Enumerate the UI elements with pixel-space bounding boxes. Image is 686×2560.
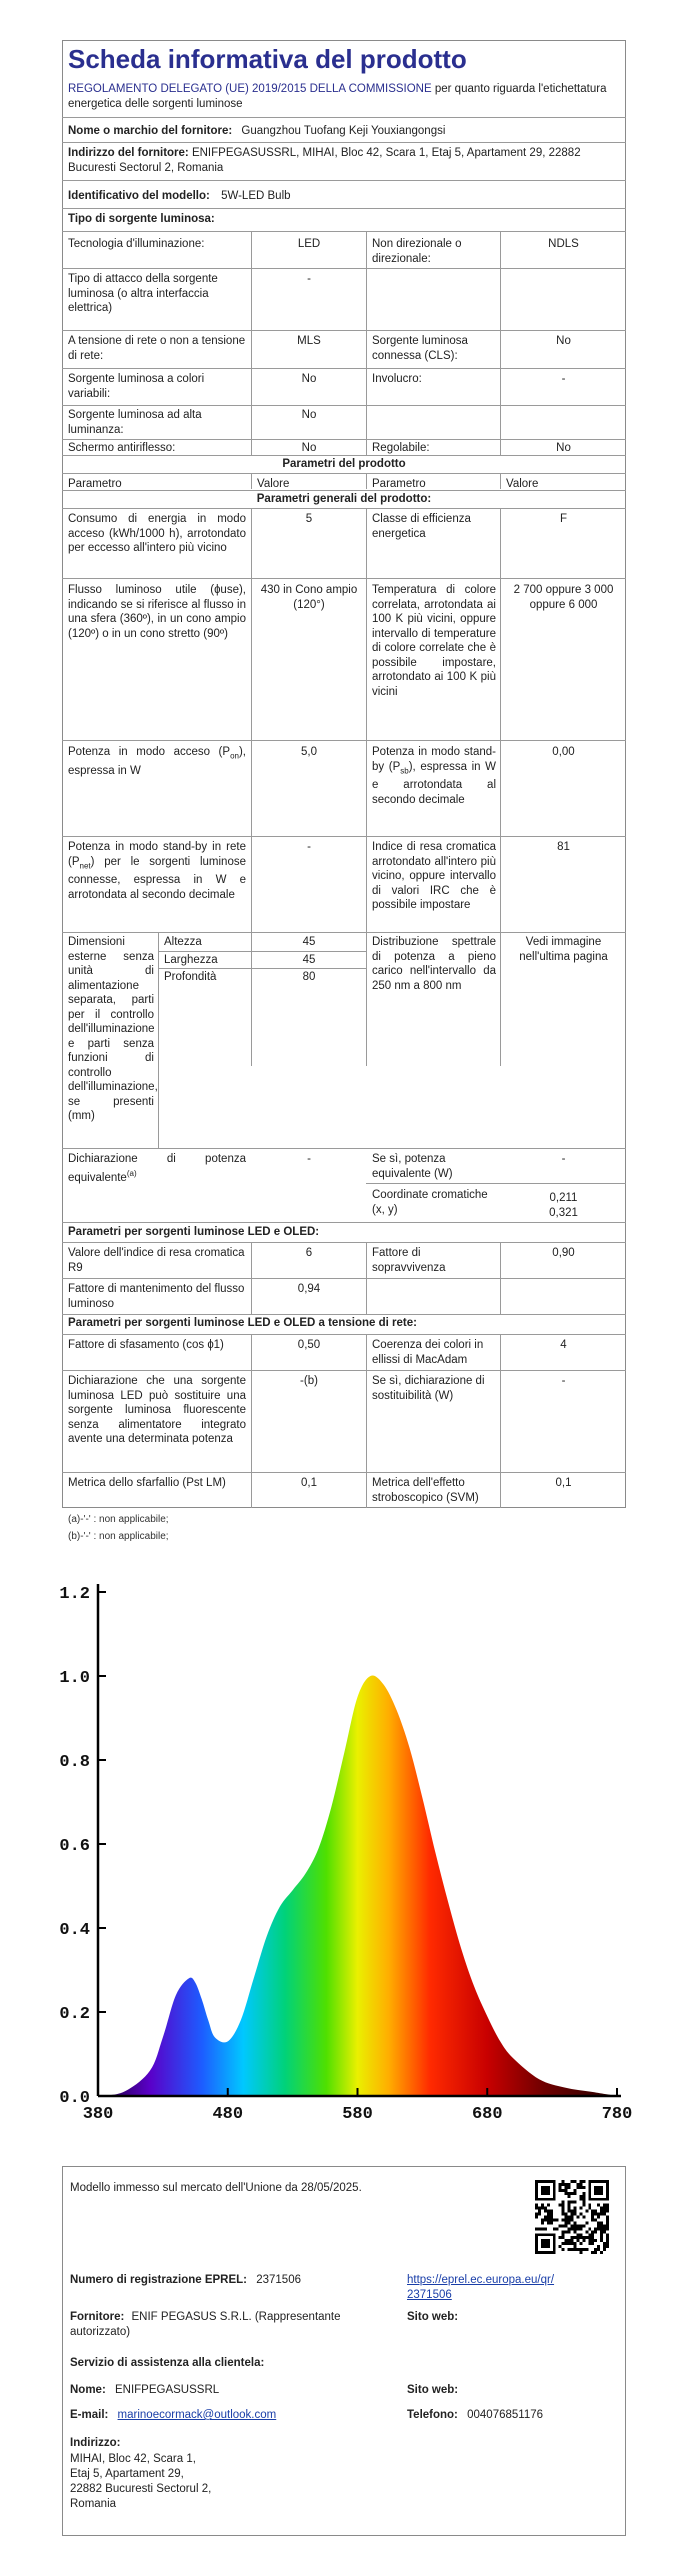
email-label: E-mail: [70,2409,109,2421]
footnote-b: (b)-'-' : non applicabile; [68,1531,169,1542]
x-tick-label: 580 [342,2105,373,2124]
col-header-value-2: Valore [506,478,539,490]
address-label: Indirizzo: [70,2437,121,2449]
gp-row-4-value2: 81 [557,841,570,853]
mains-row-1-value: 0,50 [297,1339,321,1351]
gp-row-2-label: Flusso luminoso utile (ɸuse), indicando se si riferisce al flusso in una sfera (360º), in un cono ampio (120º) o in un cono stretto (90º) [68,584,246,640]
width-label: Larghezza [164,954,218,966]
address-line-1: MIHAI, Bloc 42, Scara 1, [70,2453,196,2465]
gp-row-3-label: Potenza in modo acceso $(P_{on})$, espressa in W [68,746,246,777]
type-row-1-value: LED [297,238,321,250]
footnote-a: (a)-'-' : non applicabile; [68,1514,169,1525]
type-row-6-label: Schermo antiriflesso: [68,442,176,454]
gp-row-1-label: Consumo di energia in modo acceso (kWh/1000 h), arrotondato per eccesso all'intero più vicino [68,513,246,554]
supplier-footer-value: ENIF PEGASUS S.R.L. (Rappresentante autorizzato) [70,2311,341,2338]
width-value: 45 [302,954,316,966]
mains-row-3-label: Metrica dello sfarfallio (Pst LM) [68,1477,226,1489]
phone-label: Telefono: [407,2409,458,2421]
type-row-1-value2: NDLS [548,238,579,250]
type-row-3-value: MLS [297,335,321,347]
gp-row-1-value: 5 [305,513,313,525]
type-row-1-label: Tecnologia d'illuminazione: [68,238,205,250]
y-tick-label: 0.6 [59,1837,90,1856]
height-label: Altezza [164,936,202,948]
supplier-address-value: ENIFPEGASUSSRL, MIHAI, Bloc 42, Scara 1, Etaj 5, Apartament 29, 22882 Bucuresti Sectorul 2, Romania [68,147,581,174]
model-row [68,189,291,204]
chromaticity-y: 0,321 [549,1207,578,1219]
depth-label: Profondità [164,971,217,983]
type-row-5-label: Sorgente luminosa ad alta luminanza: [68,409,202,436]
led-row-1-label: Valore dell'indice di resa cromatica R9 [68,1247,245,1274]
email-row [70,2408,276,2423]
phone-value: 004076851176 [467,2409,544,2421]
website-label-1: Sito web: [407,2311,459,2323]
gp-row-4-label: Potenza in modo stand-by in rete $(P_{net})$ per le sorgenti luminose connesse, espressa in W e arrotondata al secondo decimale [68,841,246,901]
supplier-address-row [68,146,618,175]
params-title: Parametri del prodotto [282,458,406,470]
y-tick-label: 0.4 [59,1921,90,1940]
type-row-3-label2: Sorgente luminosa connessa (CLS): [372,335,468,362]
led-row-2-value: 0,94 [297,1283,321,1295]
regulation-text [68,82,618,111]
type-row-2-value: - [307,273,311,285]
led-params-title: Parametri per sorgenti luminose LED e OLED: [68,1226,320,1238]
mains-row-3-value: 0,1 [301,1477,317,1489]
type-row-3-value2: No [556,335,571,347]
type-row-6-value2: No [556,442,571,454]
supplier-footer-row [70,2310,400,2339]
type-section-title: Tipo di sorgente luminosa: [68,213,215,225]
col-header-value-1: Valore [257,478,290,490]
qr-code-icon[interactable] [535,2180,609,2254]
type-row-1-label2: Non direzionale o direzionale: [372,238,462,265]
led-row-1-value2: 0,90 [552,1247,575,1259]
type-row-5-value: No [301,409,317,421]
gp-row-1-label2: Classe di efficienza energetica [372,513,471,540]
x-tick-label: 380 [82,2105,114,2124]
supplier-address-label: Indirizzo del fornitore: [68,147,189,159]
gp-row-3-value: 5,0 [301,746,317,758]
supplier-footer-label: Fornitore: [70,2311,125,2323]
mains-row-2-value2: - [561,1375,566,1387]
spectral-value: Vedi immagine nell'ultima pagina [519,936,608,963]
led-row-1-value: 6 [305,1247,313,1259]
mains-params-title: Parametri per sorgenti luminose LED e OLED a tensione di rete: [68,1317,417,1329]
equivalent-power-label2: Se sì, potenza equivalente (W) [372,1153,453,1180]
service-name-row [70,2383,219,2398]
x-tick-label: 680 [471,2105,503,2124]
phone-row [407,2408,543,2423]
eprel-reg-value: 2371506 [256,2274,301,2286]
type-row-3-label: A tensione di rete o non a tensione di rete: [68,335,246,362]
gp-row-3-value2: 0,00 [552,746,575,758]
type-row-4-value: No [301,373,317,385]
mains-row-1-value2: 4 [560,1339,567,1351]
type-row-6-label2: Regolabile: [372,442,430,454]
y-tick-label: 0.8 [59,1753,90,1772]
height-value: 45 [302,936,316,948]
mains-row-1-label2: Coerenza dei colori in ellissi di MacAdam [372,1339,484,1366]
led-row-2-label: Fattore di mantenimento del flusso luminoso [68,1283,245,1310]
gp-row-4-value: - [307,841,311,853]
equivalent-power-label: Dichiarazione di potenza equivalente$^{(a)}$ [68,1153,246,1184]
gp-row-2-label2: Temperatura di colore correlata, arrotondata ai 100 K più vicini, oppure intervallo di temperature di colore correlate che è possibile impostare, arrotondato ai 100 K più vicini [372,584,496,698]
supplier-name-row [68,124,445,139]
gp-row-4-label2: Indice di resa cromatica arrotondato all'intero più vicino, oppure intervallo di valori IRC che è possibile impostare [372,841,496,911]
type-row-4-label: Sorgente luminosa a colori variabili: [68,373,205,400]
gp-row-2-value2: 2 700 oppure 3 000 oppure 6 000 [513,584,614,611]
address-line-2: Etaj 5, Apartament 29, [70,2468,184,2480]
chromaticity-x: 0,211 [549,1192,578,1204]
mains-row-1-label: Fattore di sfasamento (cos ɸ1) [68,1339,224,1351]
spectrum-area [98,1676,617,2096]
address-line-3: 22882 Bucuresti Sectorul 2, [70,2483,212,2495]
model-label: Identificativo del modello: [68,190,210,202]
mains-row-2-value: -(b) [300,1375,318,1387]
dimensions-label: Dimensioni esterne senza unità di alimentazione separata, parti per il controllo dell'illuminazione e parti senza funzioni di controllo dell'illuminazione, se presenti (mm) [68,936,158,1122]
regulation-desc: per quanto riguarda l'etichettatura energetica delle sorgenti luminose [68,83,607,110]
general-params-title: Parametri generali del prodotto: [256,493,432,505]
mains-row-2-label: Dichiarazione che una sorgente luminosa LED può sostituire una sorgente luminosa fluorescente senza alimentatore integrato avente una determinata potenza [68,1375,246,1445]
y-tick-label: 0.2 [59,2005,90,2024]
eprel-reg-row [70,2273,301,2288]
x-tick-label: 780 [601,2105,633,2124]
led-row-1-label2: Fattore di sopravvivenza [372,1247,446,1274]
model-value: 5W-LED Bulb [221,190,291,202]
type-row-6-value: No [301,442,317,454]
equivalent-power-value: - [307,1153,311,1165]
mains-row-3-value2: 0,1 [555,1477,572,1489]
y-tick-label: 0.0 [59,2089,90,2108]
y-tick-label: 1.2 [59,1585,90,1604]
supplier-name-value: Guangzhou Tuofang Keji Youxiangongsi [241,125,446,137]
equivalent-power-value2: - [561,1153,566,1165]
service-name-value: ENIFPEGASUSSRL [114,2384,220,2396]
type-row-4-label2: Involucro: [372,373,422,385]
supplier-name-label: Nome o marchio del fornitore: [68,125,233,137]
chromaticity-label: Coordinate cromatiche (x, y) [372,1189,488,1216]
spectral-label: Distribuzione spettrale di potenza a pieno carico nell'intervallo da 250 nm a 800 nm [372,936,496,992]
eprel-reg-label: Numero di registrazione EPREL: [70,2274,248,2286]
email-link[interactable]: marinoecormack@outlook.com [117,2409,277,2421]
type-row-2-label: Tipo di attacco della sorgente luminosa (o altra interfaccia elettrica) [68,273,218,314]
mains-row-2-label2: Se sì, dichiarazione di sostituibilità (W) [372,1375,485,1402]
service-name-label: Nome: [70,2384,106,2396]
gp-row-2-value: 430 in Cono ampio (120°) [260,584,358,611]
market-text: Modello immesso sul mercato dell'Unione da 28/05/2025. [70,2182,362,2194]
gp-row-3-label2: Potenza in modo stand-by $(P_{sb})$, espressa in W e arrotondata al secondo decimale [372,746,496,806]
type-row-4-value2: - [561,373,566,385]
customer-service-title: Servizio di assistenza alla clientela: [70,2357,265,2369]
gp-row-1-value2: F [559,513,568,525]
page-title: Scheda informativa del prodotto [68,44,467,74]
eprel-link[interactable]: https://eprel.ec.europa.eu/qr/2371506 [407,2274,555,2301]
address-line-4: Romania [70,2498,117,2510]
x-tick-label: 480 [212,2105,244,2124]
mains-row-3-label2: Metrica dell'effetto stroboscopico (SVM) [372,1477,479,1504]
col-header-param-1: Parametro [68,478,122,490]
regulation-ref: REGOLAMENTO DELEGATO (UE) 2019/2015 DELLA COMMISSIONE [68,83,432,95]
y-tick-label: 1.0 [59,1669,90,1688]
col-header-param-2: Parametro [372,478,426,490]
website-label-2: Sito web: [407,2384,459,2396]
spectrum-chart [0,1572,686,2142]
depth-value: 80 [302,971,316,983]
